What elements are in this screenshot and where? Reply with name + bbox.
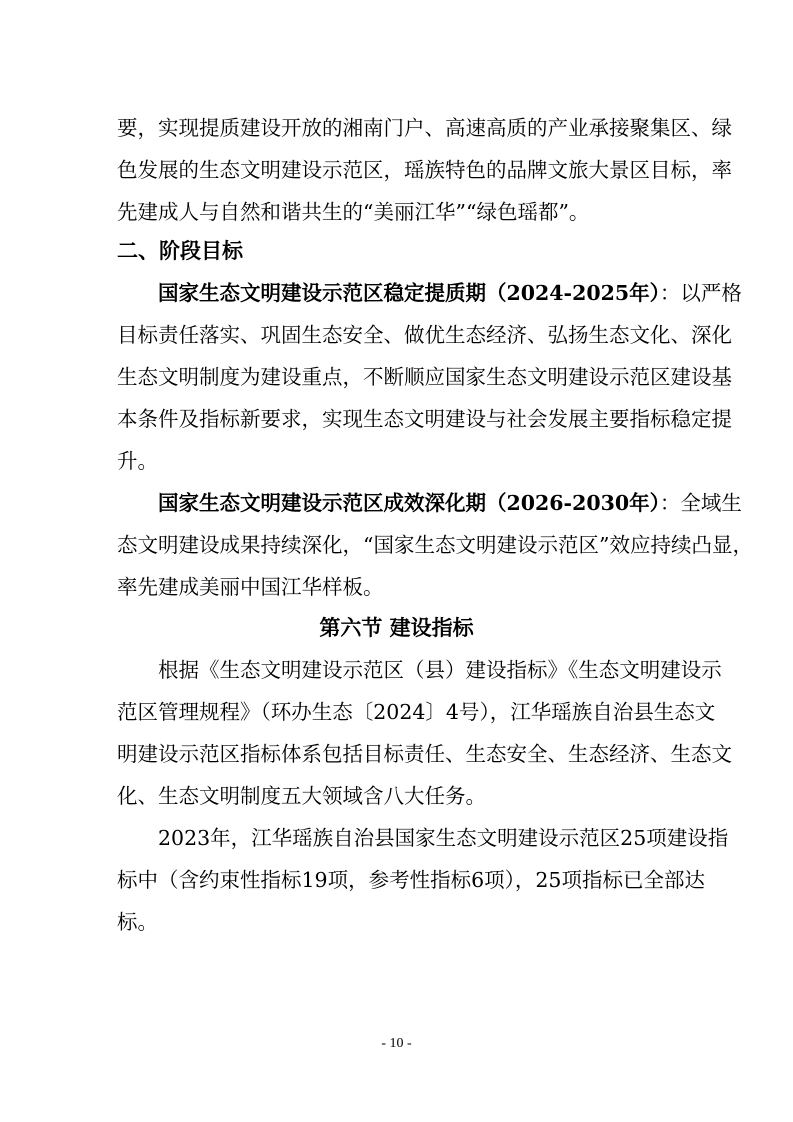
paragraph-line: 明建设示范区指标体系包括目标责任、生态安全、生态经济、生态文 (117, 742, 732, 766)
paragraph-line: 率先建成美丽中国江华样板。 (117, 575, 384, 599)
phase1-text: ：以严格 (659, 281, 742, 305)
paragraph-line: 先建成人与自然和谐共生的“美丽江华”“绿色瑶都”。 (117, 200, 590, 224)
paragraph-line: 范区管理规程》（环办生态〔2024〕4号），江华瑶族自治县生态文 (117, 700, 716, 724)
phase2-first-line (158, 482, 742, 524)
paragraph-line: 目标责任落实、巩固生态安全、做优生态经济、弘扬生态文化、深化 (117, 323, 732, 347)
phase1-first-line (158, 272, 742, 314)
phase1-title: 国家生态文明建设示范区稳定提质期（2024-2025年） (158, 281, 660, 305)
paragraph-line: 标中（含约束性指标19项，参考性指标6项），25项指标已全部达 (117, 868, 705, 892)
page-number: - 10 - (381, 1036, 412, 1051)
paragraph-line: 态文明建设成果持续深化，“国家生态文明建设示范区”效应持续凸显， (117, 533, 753, 557)
paragraph-line: 2023年，江华瑶族自治县国家生态文明建设示范区25项建设指 (158, 826, 729, 850)
paragraph-line: 标。 (117, 910, 158, 934)
paragraph-line: 化、生态文明制度五大领域含八大任务。 (117, 784, 486, 808)
section-title: 第六节 建设指标 (319, 615, 474, 640)
paragraph-line: 根据《生态文明建设示范区（县）建设指标》《生态文明建设示 (158, 658, 722, 682)
paragraph-line: 本条件及指标新要求，实现生态文明建设与社会发展主要指标稳定提 (117, 407, 732, 431)
phase2-title: 国家生态文明建设示范区成效深化期（2026-2030年） (158, 491, 660, 515)
section-heading: 二、阶段目标 (117, 238, 243, 263)
paragraph-line: 色发展的生态文明建设示范区，瑶族特色的品牌文旅大景区目标，率 (117, 158, 732, 182)
paragraph-line: 要，实现提质建设开放的湘南门户、高速高质的产业承接聚集区、绿 (117, 116, 732, 140)
paragraph-line: 生态文明制度为建设重点，不断顺应国家生态文明建设示范区建设基 (117, 365, 732, 389)
paragraph-line: 升。 (117, 449, 158, 473)
phase2-text: ：全域生 (659, 491, 742, 515)
